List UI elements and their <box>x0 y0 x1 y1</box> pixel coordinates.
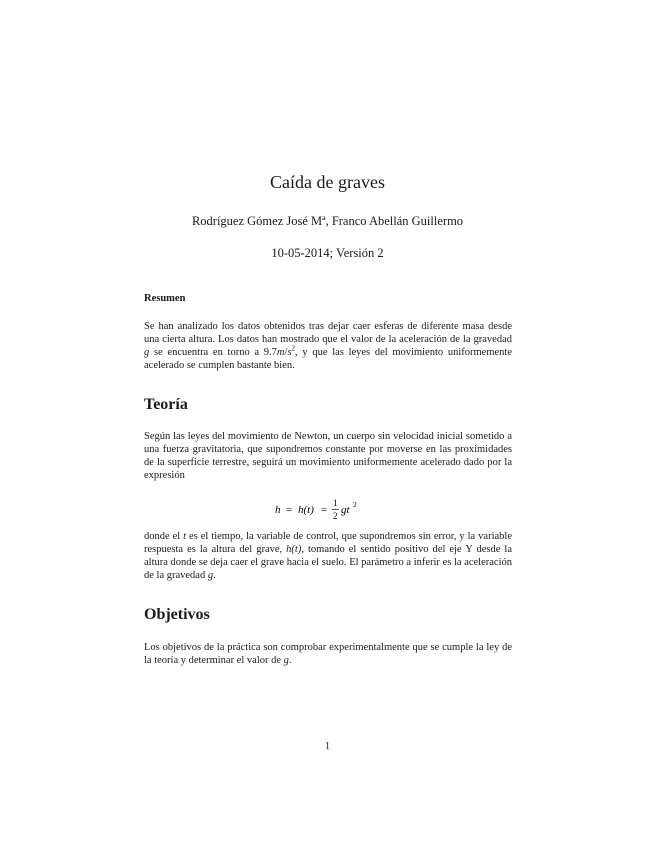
eq-lhs: h <box>274 504 280 516</box>
section-heading-objetivos: Objetivos <box>144 606 210 623</box>
teoria-text-b: es el tiempo, la variable de control, que supondremos sin error, y la variable respuesta es la altura del grave, <box>144 531 512 555</box>
section-heading-teoria: Teoría <box>144 396 188 413</box>
paper-authors: Rodríguez Gómez José Mª, Franco Abellán Guillermo <box>191 214 464 228</box>
abstract-unit-slash: / <box>284 347 288 358</box>
teoria-paragraph-1: Según las leyes del movimiento de Newton, un cuerpo sin velocidad inicial sometido a una fuerza gravitatoria, que supondremos constante por moverse en las proximidades de la superficie terrestre, seguirá un movimiento uniformemente acelerado dado por la expresión <box>144 431 512 481</box>
abstract-unit-s: s <box>287 347 292 358</box>
eq-equals-2: = <box>320 504 327 516</box>
abstract-paragraph <box>144 320 512 372</box>
teoria-paragraph-2 <box>144 530 512 582</box>
paper-date: 10-05-2014; Versión 2 <box>271 246 384 260</box>
equation <box>0 496 655 529</box>
eq-mid: h(t) <box>297 504 314 516</box>
objetivos-paragraph <box>144 641 512 667</box>
eq-exponent: 2 <box>352 500 357 509</box>
teoria-text-c: , tomando el sentido positivo del eje Y desde la altura donde se deja caer el grave hacia el suelo. El parámetro a inferir es la aceleración de la gravedad <box>144 544 512 581</box>
objetivos-text-2: . <box>288 655 292 666</box>
paper-title: Caída de graves <box>270 172 385 192</box>
objetivos-var-g: g <box>283 655 289 666</box>
eq-equals-1: = <box>285 504 292 516</box>
abstract-heading: Resumen <box>144 293 186 304</box>
abstract-text-3: , y que las leyes del movimiento uniformemente acelerado se cumplen bastante bien. <box>144 347 512 371</box>
objetivos-text-1: Los objetivos de la práctica son comprobar experimentalmente que se cumple la ley de la teoría y determinar el valor de <box>144 642 512 666</box>
teoria-var-t: t <box>183 531 187 542</box>
teoria-text-a: donde el <box>144 531 184 542</box>
teoria-var-g: g <box>207 570 214 581</box>
teoria-var-ht: h(t) <box>286 544 302 555</box>
page-number: 1 <box>324 741 331 752</box>
abstract-var-g: g <box>144 347 150 358</box>
eq-numerator: 1 <box>332 498 337 508</box>
eq-denominator: 2 <box>332 511 337 521</box>
abstract-text-2: se encuentra en torno a 9.7 <box>149 347 277 358</box>
abstract-unit-m: m <box>276 347 285 358</box>
teoria-text-d: . <box>213 570 216 581</box>
eq-rhs: gt <box>340 504 350 516</box>
abstract-text-1: Se han analizado los datos obtenidos tras dejar caer esferas de diferente masa desde una cierta altura. Los datos han mostrado que el valor de la aceleración de la gravedad <box>144 321 512 345</box>
abstract-unit-exp: 2 <box>291 344 296 353</box>
equation-svg <box>273 496 383 526</box>
